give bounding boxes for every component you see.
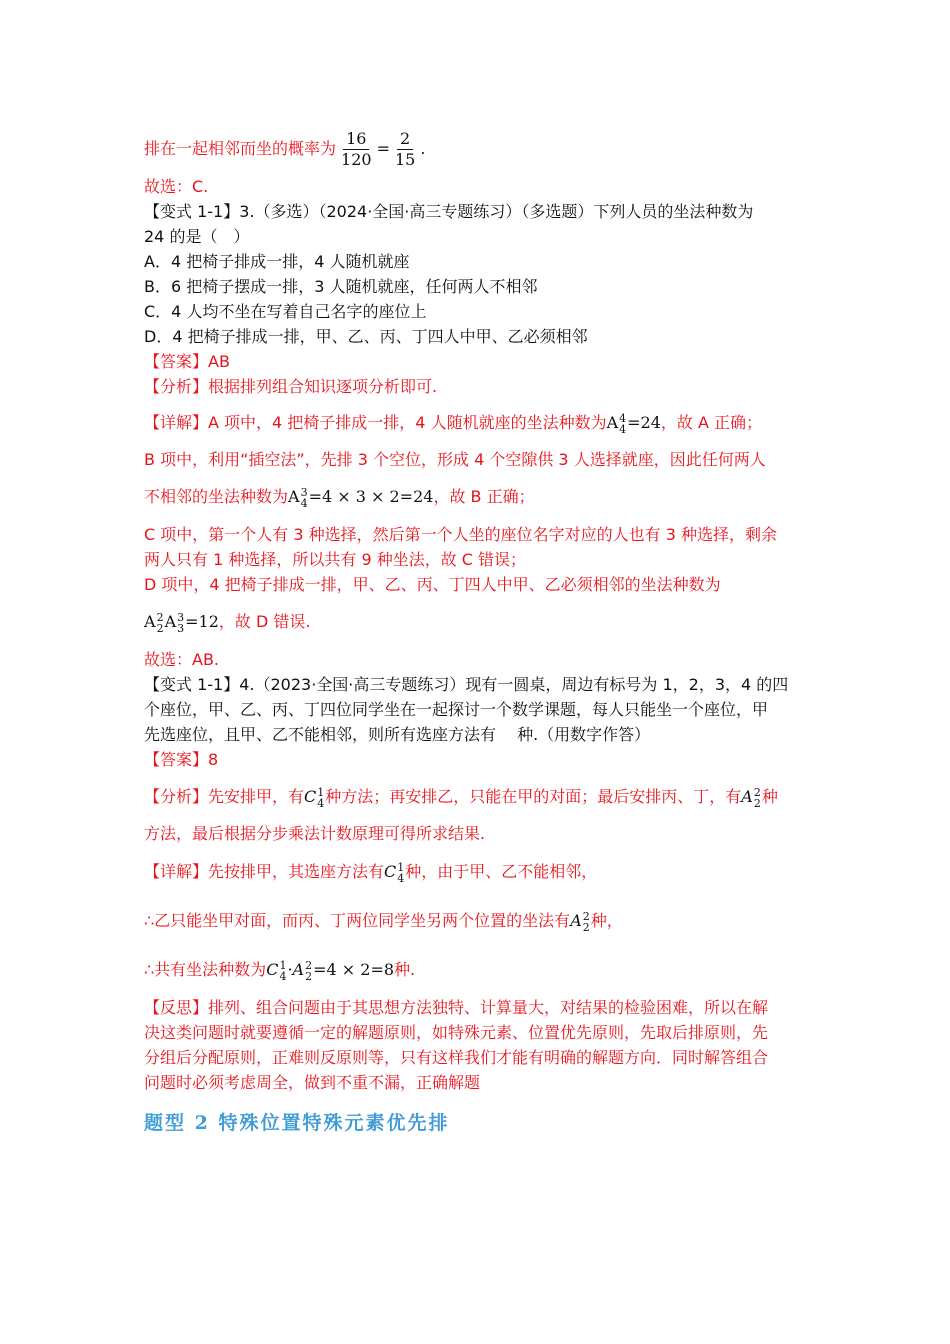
q4-stem-line2: 个座位，甲、乙、丙、丁四位同学坐在一起探讨一个数学课题，每人只能坐一个座位，甲 [144, 700, 769, 719]
q3-option-b: B．6 把椅子摆成一排，3 人随机就座，任何两人不相邻 [144, 277, 538, 296]
q4-reflection-line2: 决这类问题时就要遵循一定的解题原则，如特殊元素、位置优先原则，先取后排原则，先 [144, 1023, 769, 1042]
q3-analysis: 【分析】根据排列组合知识逐项分析即可. [144, 377, 438, 396]
q3-answer: 【答案】AB [144, 352, 230, 371]
q4-reflection-line4: 问题时必须考虑周全，做到不重不漏，正确解题 [144, 1073, 481, 1092]
fraction-2-15: $\frac{2}{15}$ [394, 129, 416, 169]
section-heading: 题型 2 特殊位置特殊元素优先排 [144, 1112, 450, 1134]
q3-detail-c-line1: C 项中，第一个人有 3 种选择，然后第一个人坐的座位名字对应的人也有 3 种选择，剩余 [144, 525, 777, 544]
q3-stem-line2: 24 的是（ ） [144, 227, 250, 246]
q4-analysis-line2: 方法，最后根据分步乘法计数原理可得所求结果. [144, 824, 486, 843]
q4-reflection-line1: 【反思】排列、组合问题由于其思想方法独特、计算量大，对结果的检验困难，所以在解 [144, 998, 769, 1017]
probability-text: 排在一起相邻而坐的概率为 [144, 139, 337, 158]
q4-reflection-line3: 分组后分配原则，正难则反原则等，只有这样我们才能有明确的解题方向．同时解答组合 [144, 1048, 769, 1067]
probability-line: 排在一起相邻而坐的概率为 $\frac{16}{120}$ = $\frac{2}{15}$ . [144, 129, 426, 169]
q3-option-d: D．4 把椅子排成一排，甲、乙、丙、丁四人中甲、乙必须相邻 [144, 327, 588, 346]
q3-detail-b-line1: B 项中，利用“插空法”，先排 3 个空位，形成 4 个空隙供 3 人选择就座，因此任何两人 [144, 450, 766, 469]
q3-choose: 故选：AB. [144, 650, 220, 669]
q3-option-c: C．4 人均不坐在写着自己名字的座位上 [144, 302, 427, 321]
q4-answer: 【答案】8 [144, 750, 219, 769]
choose-answer-c: 故选：C. [144, 177, 209, 196]
q3-detail-d-line2: A 2 2 A 3 3 =12，故 D 错误. [144, 610, 311, 635]
q4-detail-line2: ∴乙只能坐甲对面，而丙、丁两位同学坐另两个位置的坐法有A 2 2 种， [144, 909, 623, 934]
q4-detail-line1: 【详解】先按排甲，其选座方法有C 1 4 种，由于甲、乙不能相邻， [144, 860, 598, 885]
q3-detail-a: 【详解】A 项中，4 把椅子排成一排，4 人随机就座的坐法种数为A 4 4 =24，故 A 正确； [144, 411, 763, 436]
fraction-16-120: $\frac{16}{120}$ [341, 129, 372, 169]
q3-detail-d-line1: D 项中，4 把椅子排成一排，甲、乙、丙、丁四人中甲、乙必须相邻的坐法种数为 [144, 575, 721, 594]
q3-stem-line1: 【变式 1-1】3.（多选）（2024·全国·高三专题练习）（多选题）下列人员的坐法种数为 [144, 202, 754, 221]
q3-detail-c-line2: 两人只有 1 种选择，所以共有 9 种坐法，故 C 错误； [144, 550, 527, 569]
q3-option-a: A．4 把椅子排成一排，4 人随机就座 [144, 252, 410, 271]
q4-analysis-line1: 【分析】先安排甲，有C 1 4 种方法；再安排乙，只能在甲的对面；最后安排丙、丁，有A 2 2 种 [144, 785, 778, 810]
q3-detail-b-line2: 不相邻的坐法种数为A 3 4 =4 × 3 × 2=24，故 B 正确； [144, 485, 535, 510]
q4-stem-line1: 【变式 1-1】4.（2023·全国·高三专题练习）现有一圆桌，周边有标号为 1，2，3，4 的四 [144, 675, 789, 694]
q4-detail-line3: ∴共有坐法种数为C 1 4 ·A 2 2 =4 × 2=8种. [144, 958, 416, 983]
q4-stem-line3: 先选座位，且甲、乙不能相邻，则所有选座方法有 种.（用数字作答） [144, 725, 651, 744]
